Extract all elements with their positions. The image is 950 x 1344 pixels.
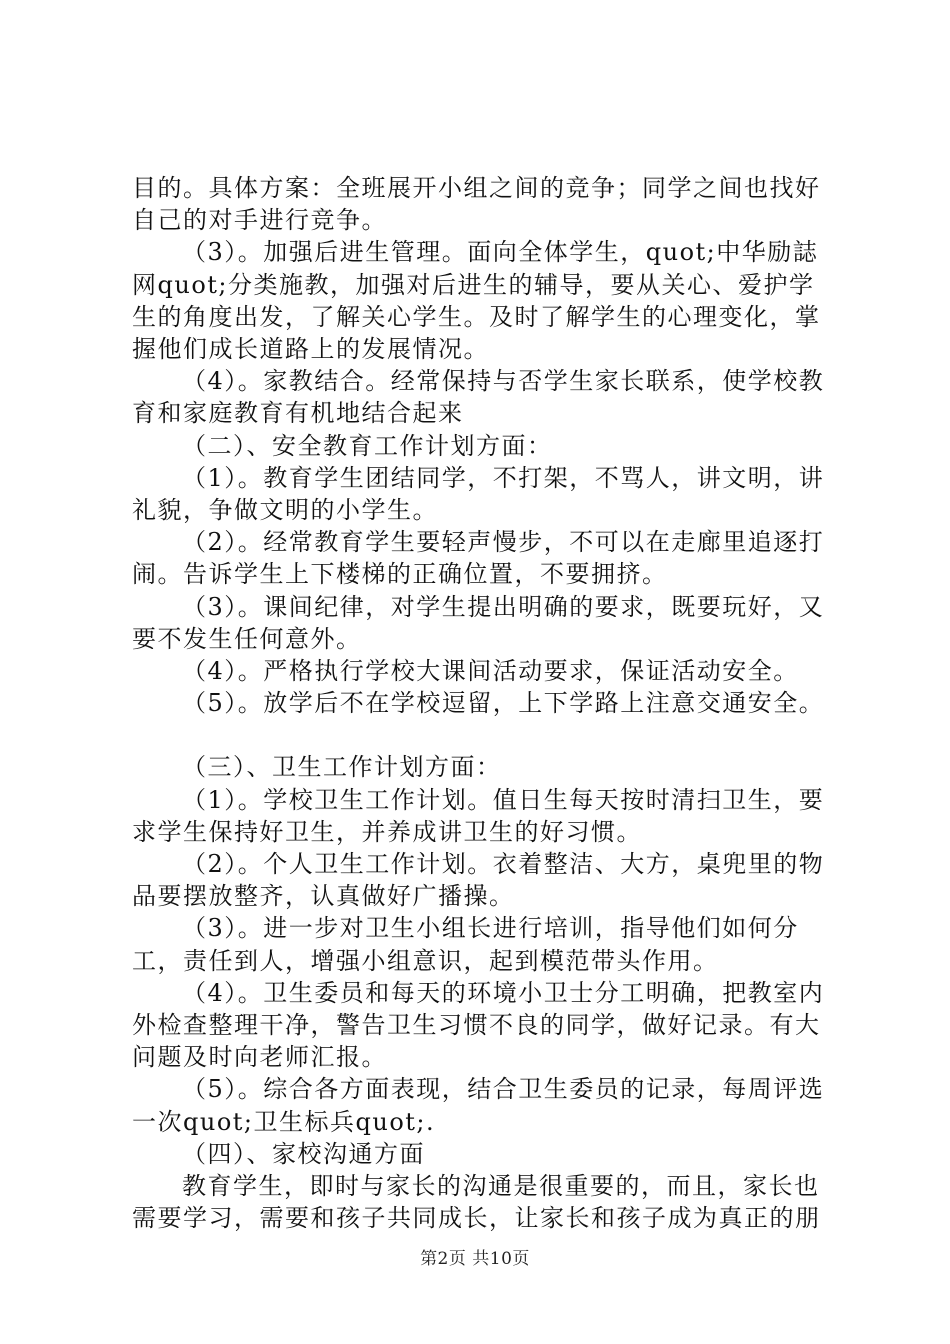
paragraph: （5）。综合各方面表现，结合卫生委员的记录，每周评选一次quot;卫生标兵quot;. xyxy=(132,1075,825,1136)
paragraph: （4）。家教结合。经常保持与否学生家长联系，使学校教育和家庭教育有机地结合起来 xyxy=(132,367,825,428)
paragraph: （2）。个人卫生工作计划。衣着整洁、大方，桌兜里的物品要摆放整齐，认真做好广播操。 xyxy=(132,850,825,911)
paragraph: （2）。经常教育学生要轻声慢步，不可以在走廊里追逐打闹。告诉学生上下楼梯的正确位置，不要拥挤。 xyxy=(132,528,825,589)
blank-line xyxy=(132,719,832,751)
section-heading: （三）、卫生工作计划方面： xyxy=(182,753,502,782)
paragraph: （5）。放学后不在学校逗留，上下学路上注意交通安全。 xyxy=(182,689,825,718)
paragraph: （3）。进一步对卫生小组长进行培训，指导他们如何分工，责任到人，增强小组意识，起到模范带头作用。 xyxy=(132,914,799,975)
section-heading: （四）、家校沟通方面 xyxy=(182,1139,425,1168)
document-body xyxy=(132,172,832,1235)
paragraph: 教育学生，即时与家长的沟通是很重要的，而且，家长也需要学习，需要和孩子共同成长，让家长和孩子成为真正的朋 xyxy=(132,1172,821,1233)
paragraph: （1）。教育学生团结同学，不打架，不骂人，讲文明，讲礼貌，争做文明的小学生。 xyxy=(132,463,825,525)
paragraph: （3）。加强后进生管理。面向全体学生，quot;中华励誌网quot;分类施教，加强对后进生的辅导，要从关心、爱护学生的角度出发，了解关心学生。及时了解学生的心理变化，掌握他们成长道路上的发展情况。 xyxy=(132,238,821,364)
paragraph: （1）。学校卫生工作计划。值日生每天按时清扫卫生，要求学生保持好卫生，并养成讲卫生的好习惯。 xyxy=(132,785,825,846)
section-heading: （二）、安全教育工作计划方面： xyxy=(182,431,553,460)
page-footer xyxy=(0,1244,950,1269)
paragraph: （3）。课间纪律，对学生提出明确的要求，既要玩好，又要不发生任何意外。 xyxy=(132,592,825,653)
paragraph: （4）。卫生委员和每天的环境小卫士分工明确，把教室内外检查整理干净，警告卫生习惯不良的同学，做好记录。有大问题及时向老师汇报。 xyxy=(132,978,825,1072)
page-number: 第2页 共10页 xyxy=(420,1249,530,1269)
paragraph: （4）。严格执行学校大课间活动要求，保证活动安全。 xyxy=(182,657,799,686)
paragraph: 目的。具体方案：全班展开小组之间的竞争；同学之间也找好自己的对手进行竞争。 xyxy=(132,174,821,235)
